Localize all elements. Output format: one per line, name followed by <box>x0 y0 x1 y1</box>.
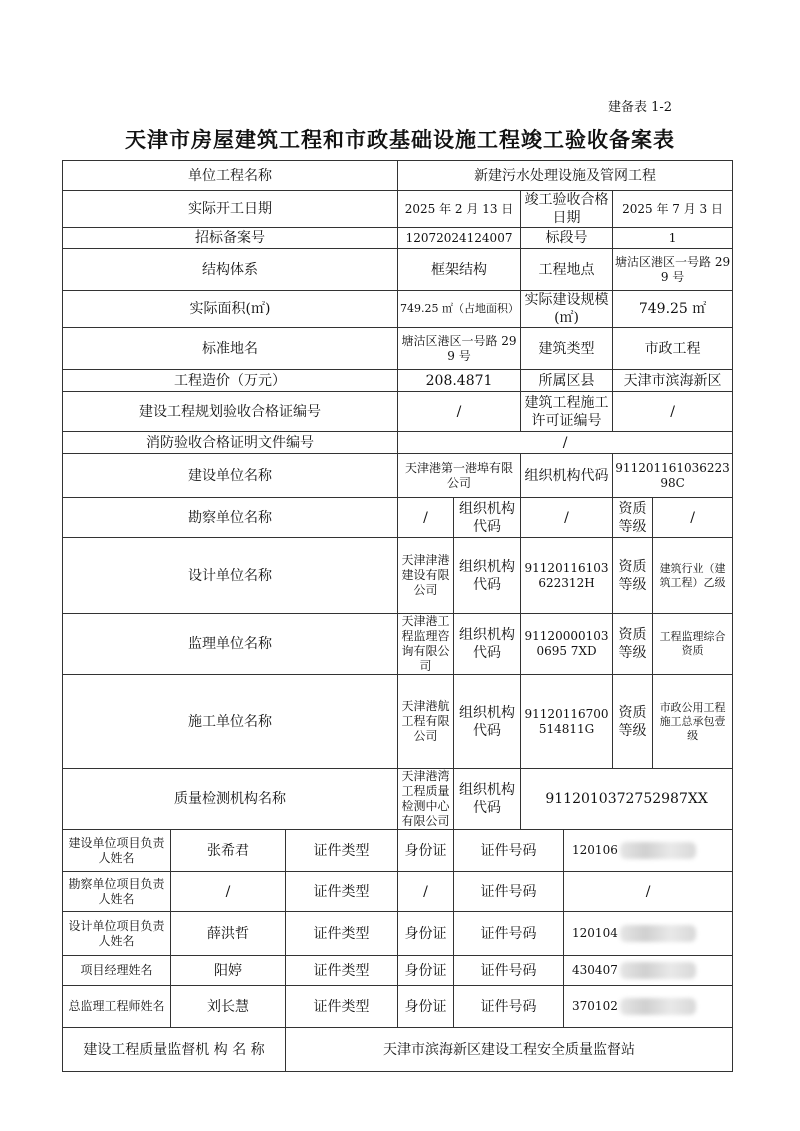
cert-no-value: / <box>564 872 733 912</box>
person-name: 张希君 <box>171 830 286 872</box>
cost-value: 208.4871 <box>398 370 521 392</box>
cert-no-label: 证件号码 <box>454 956 564 986</box>
construct-org-code-label: 组织机构代码 <box>454 675 521 769</box>
redaction-blur <box>620 998 696 1015</box>
construct-qual-label: 资质等级 <box>613 675 653 769</box>
person-row <box>63 872 733 912</box>
table-row <box>63 191 733 228</box>
area-value: 749.25 ㎡（占地面积） <box>398 291 521 328</box>
person-row <box>63 912 733 956</box>
supervise-org-code-label: 组织机构代码 <box>454 614 521 675</box>
survey-qual-value: / <box>653 498 733 538</box>
cert-type-value: / <box>398 872 454 912</box>
table-row <box>63 432 733 454</box>
scale-label: 实际建设规模(㎡) <box>521 291 613 328</box>
start-date-value: 2025 年 2 月 13 日 <box>398 191 521 228</box>
table-row <box>63 291 733 328</box>
cert-no-text: 370102 <box>572 999 618 1013</box>
survey-org-code-label: 组织机构代码 <box>454 498 521 538</box>
cert-no-label: 证件号码 <box>454 872 564 912</box>
testing-value: 天津港湾工程质量检测中心有限公司 <box>398 769 454 830</box>
form-code: 建备表 1-2 <box>608 100 673 115</box>
table-row <box>63 249 733 291</box>
site-label: 工程地点 <box>521 249 613 291</box>
unit-project-label: 单位工程名称 <box>63 161 398 191</box>
section-label: 标段号 <box>521 228 613 249</box>
person-row <box>63 830 733 872</box>
survey-qual-label: 资质等级 <box>613 498 653 538</box>
building-type-label: 建筑类型 <box>521 328 613 370</box>
district-value: 天津市滨海新区 <box>613 370 733 392</box>
district-label: 所属区县 <box>521 370 613 392</box>
supervise-qual-label: 资质等级 <box>613 614 653 675</box>
redaction-blur <box>620 962 696 979</box>
std-address-value: 塘沽区港区一号路 299 号 <box>398 328 521 370</box>
testing-label: 质量检测机构名称 <box>63 769 398 830</box>
table-row <box>63 370 733 392</box>
fire-cert-label: 消防验收合格证明文件编号 <box>63 432 398 454</box>
survey-value: / <box>398 498 454 538</box>
construct-qual-value: 市政公用工程施工总承包壹级 <box>653 675 733 769</box>
cert-type-value: 身份证 <box>398 830 454 872</box>
cert-type-label: 证件类型 <box>286 956 398 986</box>
cert-no-label: 证件号码 <box>454 912 564 956</box>
construct-value: 天津港航工程有限公司 <box>398 675 454 769</box>
table-row <box>63 1028 733 1072</box>
builder-org-code: 91120116103622398C <box>613 454 733 498</box>
cert-type-value: 身份证 <box>398 956 454 986</box>
table-row <box>63 328 733 370</box>
person-role: 设计单位项目负责人姓名 <box>63 912 171 956</box>
site-value: 塘沽区港区一号路 299 号 <box>613 249 733 291</box>
accept-date-value: 2025 年 7 月 3 日 <box>613 191 733 228</box>
supervise-qual-value: 工程监理综合资质 <box>653 614 733 675</box>
person-role: 总监理工程师姓名 <box>63 986 171 1028</box>
redaction-blur <box>620 842 696 859</box>
cert-type-label: 证件类型 <box>286 912 398 956</box>
testing-org-code-label: 组织机构代码 <box>454 769 521 830</box>
structure-label: 结构体系 <box>63 249 398 291</box>
planning-cert-label: 建设工程规划验收合格证编号 <box>63 392 398 432</box>
cert-no-value <box>564 986 733 1028</box>
supervise-org-code: 911200001030695 7XD <box>521 614 613 675</box>
cert-no-value <box>564 956 733 986</box>
section-value: 1 <box>613 228 733 249</box>
person-name: 阳婷 <box>171 956 286 986</box>
cert-no-text: 120106 <box>572 843 618 857</box>
filing-table <box>62 160 733 1072</box>
permit-value: / <box>613 392 733 432</box>
construct-org-code: 91120116700514811G <box>521 675 613 769</box>
page-title: 天津市房屋建筑工程和市政基础设施工程竣工验收备案表 <box>125 128 675 152</box>
table-row <box>63 675 733 769</box>
design-value: 天津津港建设有限公司 <box>398 538 454 614</box>
accept-date-label: 竣工验收合格日期 <box>521 191 613 228</box>
cert-type-label: 证件类型 <box>286 986 398 1028</box>
supervision-label: 建设工程质量监督机 构 名 称 <box>63 1028 286 1072</box>
cert-no-value <box>564 830 733 872</box>
person-name: 刘长慧 <box>171 986 286 1028</box>
person-role: 建设单位项目负责人姓名 <box>63 830 171 872</box>
fire-cert-value: / <box>398 432 733 454</box>
person-row <box>63 986 733 1028</box>
person-name: / <box>171 872 286 912</box>
builder-label: 建设单位名称 <box>63 454 398 498</box>
redaction-blur <box>620 925 696 942</box>
table-row <box>63 769 733 830</box>
cert-no-text: 430407 <box>572 963 618 977</box>
table-row <box>63 228 733 249</box>
table-row <box>63 614 733 675</box>
structure-value: 框架结构 <box>398 249 521 291</box>
person-name: 薛洪哲 <box>171 912 286 956</box>
supervise-label: 监理单位名称 <box>63 614 398 675</box>
survey-org-code: / <box>521 498 613 538</box>
cert-no-text: 120104 <box>572 926 618 940</box>
table-row <box>63 392 733 432</box>
bid-record-value: 12072024124007 <box>398 228 521 249</box>
table-row <box>63 161 733 191</box>
cert-type-label: 证件类型 <box>286 872 398 912</box>
table-row <box>63 538 733 614</box>
person-row <box>63 956 733 986</box>
supervision-value: 天津市滨海新区建设工程安全质量监督站 <box>286 1028 733 1072</box>
unit-project-value: 新建污水处理设施及管网工程 <box>398 161 733 191</box>
cert-no-label: 证件号码 <box>454 830 564 872</box>
person-role: 项目经理姓名 <box>63 956 171 986</box>
design-qual-label: 资质等级 <box>613 538 653 614</box>
testing-org-code: 9112010372752987XX <box>521 769 733 830</box>
cert-type-value: 身份证 <box>398 986 454 1028</box>
builder-value: 天津港第一港埠有限公司 <box>398 454 521 498</box>
building-type-value: 市政工程 <box>613 328 733 370</box>
start-date-label: 实际开工日期 <box>63 191 398 228</box>
design-label: 设计单位名称 <box>63 538 398 614</box>
table-row <box>63 498 733 538</box>
permit-label: 建筑工程施工许可证编号 <box>521 392 613 432</box>
cert-no-value <box>564 912 733 956</box>
survey-label: 勘察单位名称 <box>63 498 398 538</box>
cert-type-label: 证件类型 <box>286 830 398 872</box>
scale-value: 749.25 ㎡ <box>613 291 733 328</box>
bid-record-label: 招标备案号 <box>63 228 398 249</box>
design-org-code: 91120116103622312H <box>521 538 613 614</box>
supervise-value: 天津港工程监理咨询有限公司 <box>398 614 454 675</box>
cert-no-label: 证件号码 <box>454 986 564 1028</box>
cert-type-value: 身份证 <box>398 912 454 956</box>
design-qual-value: 建筑行业（建筑工程）乙级 <box>653 538 733 614</box>
builder-org-code-label: 组织机构代码 <box>521 454 613 498</box>
design-org-code-label: 组织机构代码 <box>454 538 521 614</box>
cost-label: 工程造价（万元） <box>63 370 398 392</box>
std-address-label: 标准地名 <box>63 328 398 370</box>
construct-label: 施工单位名称 <box>63 675 398 769</box>
person-role: 勘察单位项目负责人姓名 <box>63 872 171 912</box>
table-row <box>63 454 733 498</box>
planning-cert-value: / <box>398 392 521 432</box>
area-label: 实际面积(㎡) <box>63 291 398 328</box>
